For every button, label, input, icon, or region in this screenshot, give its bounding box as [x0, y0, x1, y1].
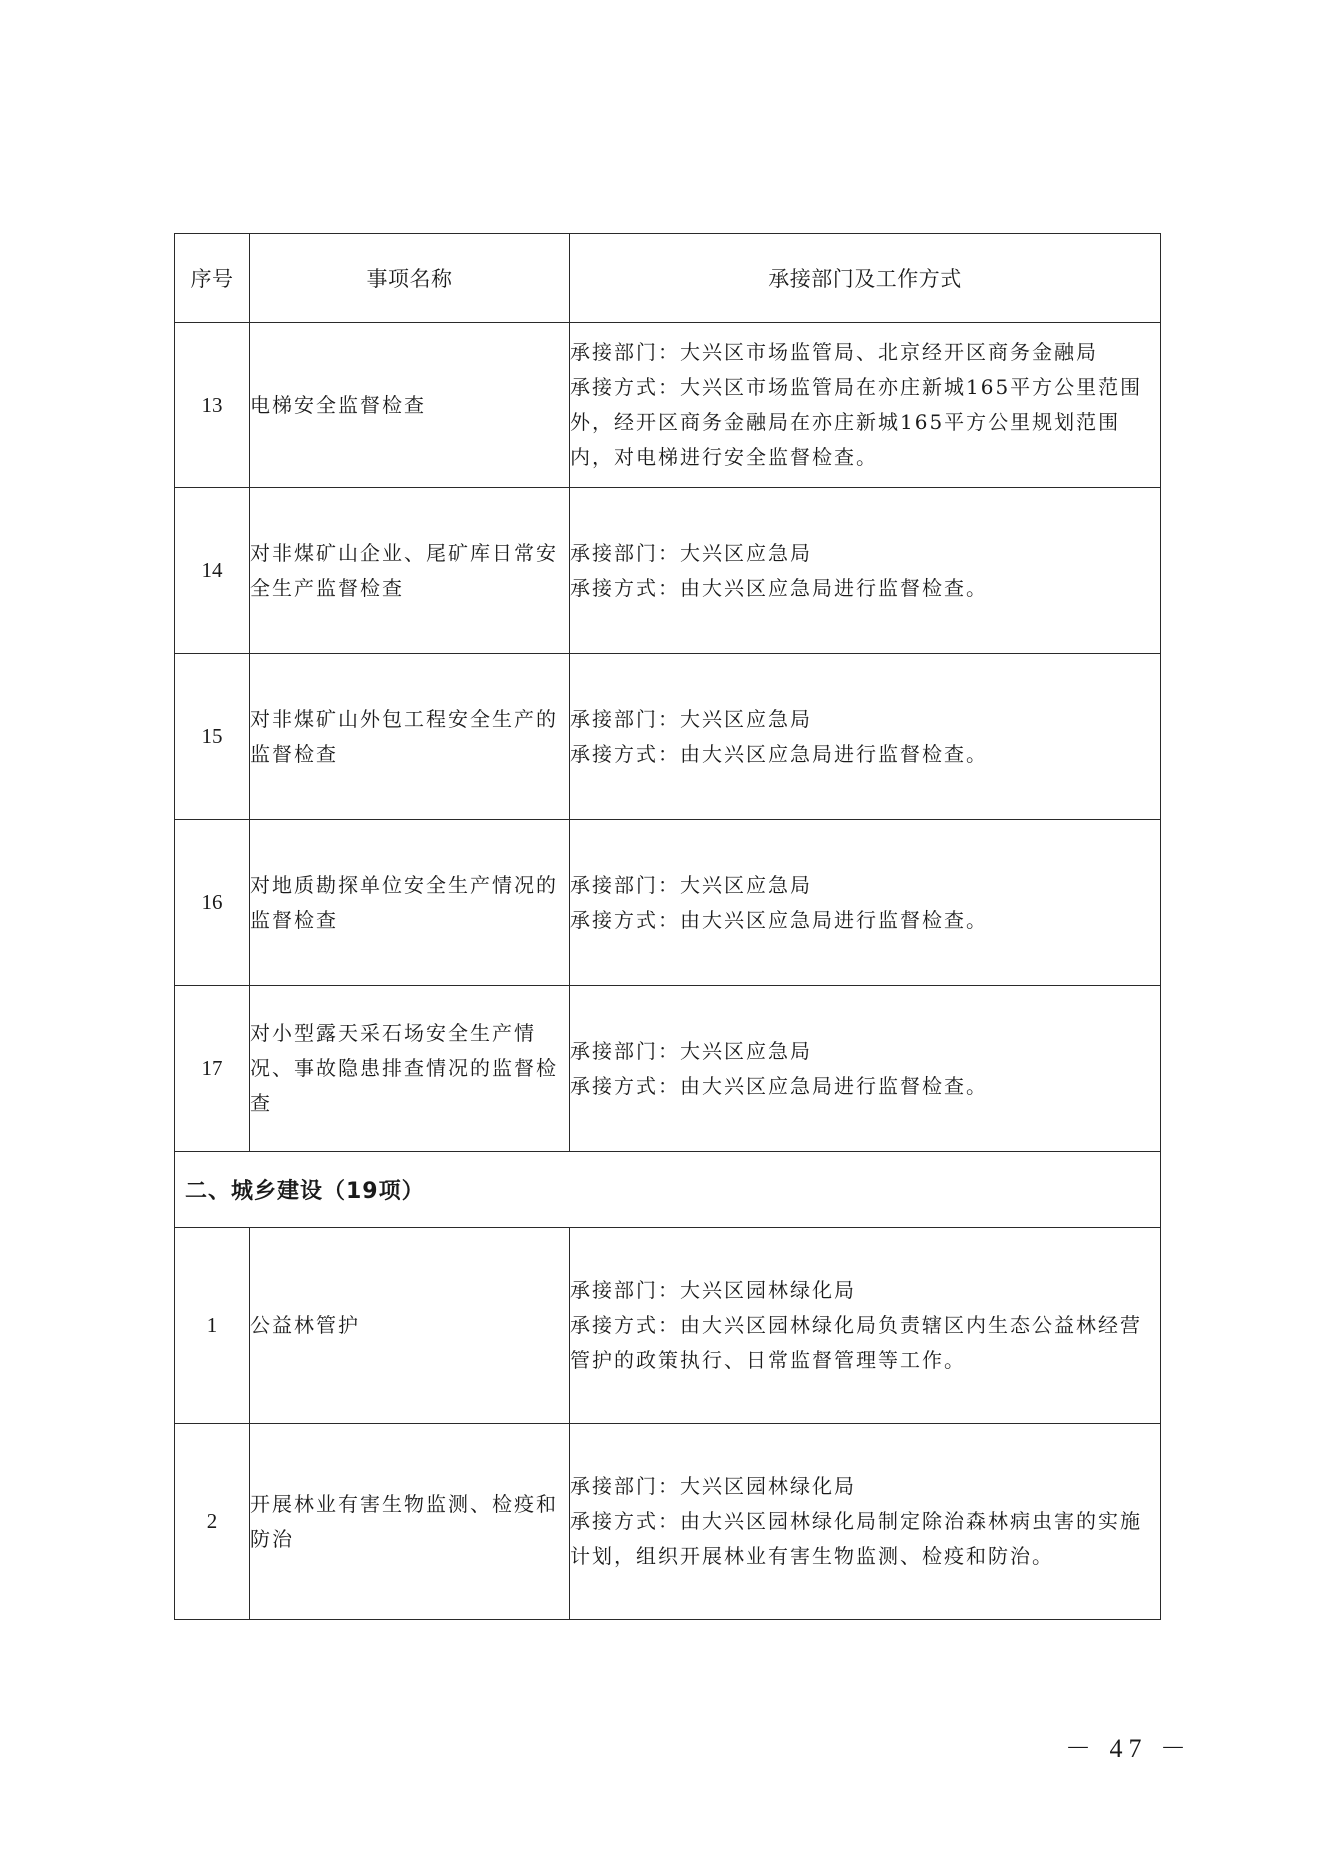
- table-row: [175, 654, 1161, 820]
- row-dept: [570, 1424, 1161, 1620]
- section-header-row: [175, 1152, 1161, 1228]
- row-index: 16: [175, 820, 250, 986]
- header-index: 序号: [175, 234, 250, 323]
- table-row: [175, 986, 1161, 1152]
- table-row: [175, 323, 1161, 488]
- table-header-row: [175, 234, 1161, 323]
- items-table: [174, 233, 1161, 1620]
- table-row: [175, 820, 1161, 986]
- method-line: 承接方式：由大兴区应急局进行监督检查。: [570, 741, 988, 766]
- row-dept: [570, 1228, 1161, 1424]
- dept-line: 承接部门：大兴区应急局: [570, 872, 812, 897]
- dept-line: 承接部门：大兴区园林绿化局: [570, 1278, 856, 1302]
- dept-line: 承接部门：大兴区应急局: [570, 706, 812, 731]
- row-dept: [570, 654, 1161, 820]
- header-name: 事项名称: [250, 234, 570, 323]
- table-row: [175, 488, 1161, 654]
- row-index: 14: [175, 488, 250, 654]
- row-item-name: 对小型露天采石场安全生产情况、事故隐患排查情况的监督检查: [250, 986, 570, 1152]
- row-dept: [570, 323, 1161, 488]
- row-index: 15: [175, 654, 250, 820]
- table-row: [175, 1228, 1161, 1424]
- row-dept: [570, 820, 1161, 986]
- row-item-name: 对地质勘探单位安全生产情况的监督检查: [250, 820, 570, 986]
- section-title: 二、城乡建设（19项）: [175, 1152, 1161, 1228]
- dept-line: 承接部门：大兴区应急局: [570, 1038, 812, 1063]
- method-line: 承接方式：由大兴区应急局进行监督检查。: [570, 907, 988, 932]
- header-dept: 承接部门及工作方式: [570, 234, 1161, 323]
- row-index: 2: [175, 1424, 250, 1620]
- table-row: [175, 1424, 1161, 1620]
- method-line: 承接方式：由大兴区园林绿化局制定除治森林病虫害的实施计划，组织开展林业有害生物监测、检疫和防治。: [570, 1509, 1142, 1568]
- row-index: 13: [175, 323, 250, 488]
- row-item-name: 公益林管护: [250, 1228, 570, 1424]
- row-item-name: 开展林业有害生物监测、检疫和防治: [250, 1424, 570, 1620]
- dept-line: 承接部门：大兴区市场监管局、北京经开区商务金融局: [570, 340, 1098, 364]
- row-index: 1: [175, 1228, 250, 1424]
- dept-line: 承接部门：大兴区园林绿化局: [570, 1474, 856, 1498]
- method-line: 承接方式：大兴区市场监管局在亦庄新城165平方公里范围外，经开区商务金融局在亦庄新城165平方公里规划范围内，对电梯进行安全监督检查。: [570, 375, 1143, 469]
- row-item-name: 电梯安全监督检查: [250, 323, 570, 488]
- row-dept: [570, 986, 1161, 1152]
- row-index: 17: [175, 986, 250, 1152]
- dept-line: 承接部门：大兴区应急局: [570, 540, 812, 565]
- method-line: 承接方式：由大兴区应急局进行监督检查。: [570, 575, 988, 600]
- method-line: 承接方式：由大兴区园林绿化局负责辖区内生态公益林经营管护的政策执行、日常监督管理等工作。: [570, 1313, 1142, 1372]
- row-dept: [570, 488, 1161, 654]
- method-line: 承接方式：由大兴区应急局进行监督检查。: [570, 1073, 988, 1098]
- row-item-name: 对非煤矿山企业、尾矿库日常安全生产监督检查: [250, 488, 570, 654]
- page-number: － 47 －: [1065, 1734, 1193, 1763]
- row-item-name: 对非煤矿山外包工程安全生产的监督检查: [250, 654, 570, 820]
